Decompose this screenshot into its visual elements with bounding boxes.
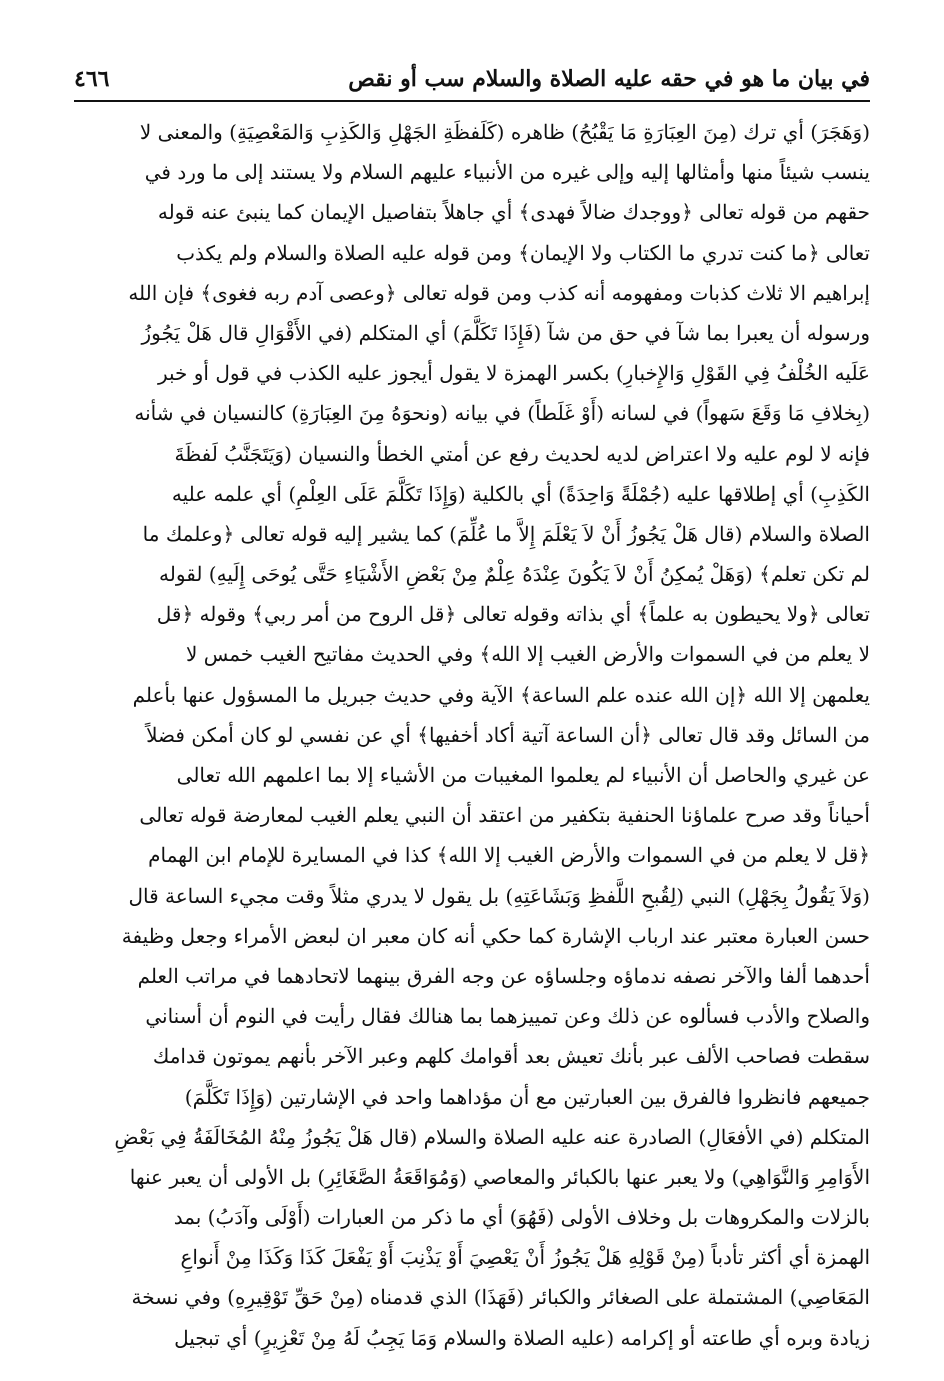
text-line: ورسوله أن يعبرا بما شآ في حق من شآ (فَإِذَا تَكَلَّمَ) أي المتكلم (في الأَقْوَالِ قال هَلْ يَجُوزُ <box>141 320 870 345</box>
running-title: في بيان ما هو في حقه عليه الصلاة والسلام سب أو نقص <box>348 66 870 92</box>
text-line: فإنه لا لوم عليه ولا اعتراض لديه لحديث رفع عن أمتي الخطأ والنسيان (وَيَتَجَنَّبُ لَفظَةَ <box>174 441 870 466</box>
page-header <box>74 58 870 92</box>
text-line: (بِخلافِ مَا وَقَعَ سَهواً) في لسانه (أَوْ غَلَطاً) في بيانه (ونحوَهُ مِنَ العِبَارَةِ) كالنسيان في شأنه <box>134 401 870 426</box>
header-rule <box>74 100 870 102</box>
text-line: والصلاح والأدب فسألوه عن ذلك وعن تمييزهما بما هنالك فقال رأيت في النوم أن أسناني <box>145 1004 870 1029</box>
text-line: تعالى ﴿ولا يحيطون به علماً﴾ أي بذاته وقوله تعالى ﴿قل الروح من أمر ربي﴾ وقوله ﴿قل <box>156 602 870 627</box>
text-line: ﴿قل لا يعلم من في السموات والأرض الغيب إلا الله﴾ كذا في المسايرة للإمام ابن الهمام <box>148 843 870 868</box>
text-line: عن غيري والحاصل أن الأنبياء لم يعلموا المغيبات من الأشياء إلا بما اعلمهم الله تعالى <box>176 763 870 787</box>
text-line: لم تكن تعلم﴾ (وَهَلْ يُمكِنُ أَنْ لاَ يَكُونَ عِنْدَهُ عِلْمٌ مِنْ بَعْضِ الأَشْيَاءِ حَتَّى يُوحَى إِلَيهِ) لقوله <box>159 562 870 587</box>
text-line: الهمزة أي أكثر تأدباً (مِنْ قَوْلِهِ هَلْ يَجُوزُ أَنْ يَعْصِيَ أَوْ يَذْنِبَ أَوْ يَفْعَلَ كَذَا وَكَذَا مِنْ أَنواعِ <box>180 1245 870 1270</box>
body-text <box>74 112 870 1358</box>
text-line: (وَلاَ يَقُولُ بِجَهْلِ) النبي (لِقُبحِ اللَّفظِ وَبَشَاعَتِهِ) بل يقول لا يدري مثلاً وقت مجيء الساعة قال <box>128 883 870 908</box>
text-line: المتكلم (في الأفعَالِ) الصادرة عنه عليه الصلاة والسلام (قال هَلْ يَجُوزُ مِنْهُ المُخَالَفَةُ فِي بَعْضِ <box>114 1124 870 1149</box>
text-line: سقطت فصاحب الألف عبر بأنك تعيش بعد أقوامك كلهم وعبر الآخر بأنهم يموتون قدامك <box>152 1044 870 1069</box>
text-line: (وَهَجَرَ) أي ترك (مِنَ العِبَارَةِ مَا يَقْبُحُ) ظاهره (كَلَفظَةِ الجَهْلِ وَالكَذِبِ وَالمَعْصِيَةِ) والمعنى لا <box>139 120 870 144</box>
text-line: الصلاة والسلام (قال هَلْ يَجُوزُ أَنْ لاَ يَعْلَمَ إِلاَّ ما عُلِّمَ) كما يشير إليه قوله تعالى ﴿وعلمك ما <box>142 521 870 546</box>
text-line: إبراهيم الا ثلاث كذبات ومفهومه أنه كذب ومن قوله تعالى ﴿وعصى آدم ربه فغوى﴾ فإن الله <box>128 280 870 305</box>
text-line: تعالى ﴿ما كنت تدري ما الكتاب ولا الإيمان﴾ ومن قوله عليه الصلاة والسلام ولم يكذب <box>176 240 870 265</box>
text-line: المَعَاصِي) المشتملة على الصغائر والكبائر (فَهَذَا) الذي قدمناه (مِنْ حَقِّ تَوْقِيرِهِ) وفي نسخة <box>131 1285 870 1310</box>
text-line: زيادة وبره أي طاعته أو إكرامه (عليه الصلاة والسلام وَمَا يَجِبُ لَهُ مِنْ تَعْزِيرٍ) أي تبجيل <box>174 1325 870 1350</box>
text-line: الكَذِبِ) أي إطلاقها عليه (جُمْلَةً وَاحِدَةً) أي بالكلية (وَإِذَا تَكَلَّمَ عَلَى العِلْمِ) أي علمه عليه <box>171 481 870 506</box>
text-line: من السائل وقد قال تعالى ﴿أن الساعة آتية أكاد أخفيها﴾ أي عن نفسي لو كان أمكن فضلاً <box>146 722 870 747</box>
text-line: لا يعلم من في السموات والأرض الغيب إلا الله﴾ وفي الحديث مفاتيح الغيب خمس لا <box>186 642 870 667</box>
text-line: جميعهم فانظروا فالفرق بين العبارتين مع أن مؤداهما واحد في الإشارتين (وَإِذَا تَكَلَّمَ) <box>184 1084 870 1109</box>
text-line: حقهم من قوله تعالى ﴿ووجدك ضالاً فهدى﴾ أي جاهلاً بتفاصيل الإيمان كما ينبئ عنه قوله <box>157 200 870 225</box>
text-line: أحياناً وقد صرح علماؤنا الحنفية بتكفير من اعتقد أن النبي يعلم الغيب لمعارضة قوله تعالى <box>139 803 870 828</box>
page-number: ٤٦٦ <box>74 66 110 92</box>
text-line: حسن العبارة معتبر عند ارباب الإشارة كما حكي أنه كان معبر ان لبعض الأمراء وجعل وظيفة <box>121 923 870 948</box>
text-line: الأَوَامِرِ وَالنَّوَاهِي) ولا يعبر عنها بالكبائر والمعاصي (وَمُوَاقَعَةُ الصَّغَائِرِ) بل الأولى أن يعبر عنها <box>129 1164 870 1189</box>
text-line: أحدهما ألفا والآخر نصفه ندماؤه وجلساؤه عن وجه الفرق بينهما لاتحادهما في مراتب العلم <box>137 963 870 988</box>
text-line: ينسب شيئاً منها وأمثالها إليه وإلى غيره من الأنبياء عليهم السلام ولا يستند إلى ما ورد في <box>144 160 870 185</box>
text-line: عَلَيه الخُلْفُ فِي القَوْلِ وَالإِخبارِ) بكسر الهمزة لا يقول أيجوز عليه الكذب في قول أو خبر <box>157 361 870 386</box>
text-line: يعلمهن إلا الله ﴿إن الله عنده علم الساعة﴾ الآية وفي حديث جبريل ما المسؤول عنها بأعلم <box>132 682 870 707</box>
text-line: بالزلات والمكروهات بل وخلاف الأولى (فَهُوَ) أي ما ذكر من العبارات (أَوْلَى وآدَبُ) بمد <box>173 1205 870 1230</box>
